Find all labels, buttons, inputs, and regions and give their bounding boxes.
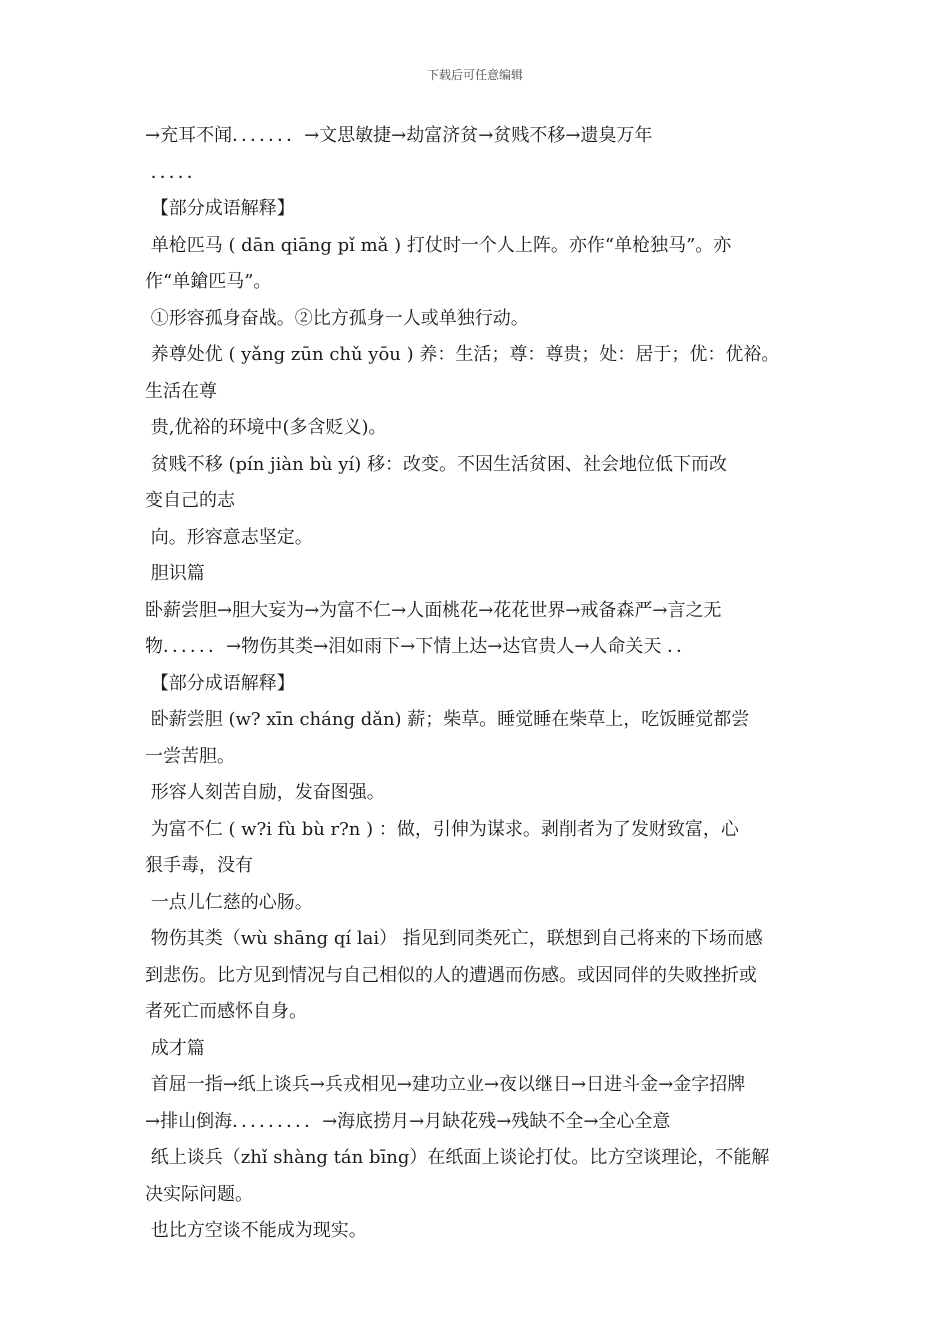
text-line: 一点儿仁慈的心肠。 xyxy=(145,891,313,913)
section-heading: 成才篇 xyxy=(145,1037,205,1059)
section-heading: 【部分成语解释】 xyxy=(145,672,295,694)
text-line: ①形容孤身奋战。②比方孤身一人或单独行动。 xyxy=(145,307,529,329)
text-line: 形容人刻苦自励，发奋图强。 xyxy=(145,782,385,803)
text-line: 贫贱不移 (pín jiàn bù yí) 移：改变。不因生活贫困、社会地位低下而改 xyxy=(145,453,727,475)
text-line: 卧薪尝胆→胆大妄为→为富不仁→人面桃花→花花世界→戒备森严→言之无 xyxy=(145,599,722,621)
text-line: 物伤其类（wù shāng qí lai） 指见到同类死亡，联想到自己将来的下场而感 xyxy=(145,928,763,949)
text-line: ．．．．． xyxy=(145,161,205,183)
section-heading: 胆识篇 xyxy=(145,563,205,584)
text-line: 纸上谈兵（zhǐ shàng tán bīng）在纸面上谈论打仗。比方空谈理论，不能解 xyxy=(145,1147,770,1168)
text-line: 到悲伤。比方见到情况与自己相似的人的遭遇而伤感。或因同伴的失败挫折或 xyxy=(145,964,757,986)
text-line: 作“单鎗匹马”。 xyxy=(145,271,272,292)
text-line: 决实际问题。 xyxy=(145,1183,253,1205)
text-line: 向。形容意志坚定。 xyxy=(145,526,313,548)
text-line: →排山倒海．．．．．．．．．→海底捞月→月缺花残→残缺不全→全心全意 xyxy=(145,1110,671,1132)
text-line: 变自己的志 xyxy=(145,490,235,511)
text-line: 也比方空谈不能成为现实。 xyxy=(145,1220,367,1241)
text-line: 狠手毒，没有 xyxy=(145,855,253,876)
text-line: 贵,优裕的环境中(多含贬义)。 xyxy=(145,417,387,438)
section-heading: 【部分成语解释】 xyxy=(145,198,295,219)
text-line: 单枪匹马 ( dān qiāng pǐ mǎ ) 打仗时一个人上阵。亦作“单枪独马”。亦 xyxy=(145,234,732,256)
text-line: 者死亡而感怀自身。 xyxy=(145,1001,307,1022)
text-line: 为富不仁 ( w?i fù bù r?n ) ：做，引伸为谋求。剥削者为了发财致富，心 xyxy=(145,818,739,840)
text-line: 物．．．．．．→物伤其类→泪如雨下→下情上达→达官贵人→人命关天 ．． xyxy=(145,636,695,657)
text-line: 生活在尊 xyxy=(145,380,217,402)
text-line: 卧薪尝胆 (w? xīn cháng dǎn) 薪；柴草。睡觉睡在柴草上，吃饭睡觉都尝 xyxy=(145,709,750,730)
document-body xyxy=(145,118,815,1250)
text-line: →充耳不闻．．．．．．．→文思敏捷→劫富济贫→贫贱不移→遗臭万年 xyxy=(145,125,653,146)
text-line: 一尝苦胆。 xyxy=(145,745,235,767)
text-line: 首屈一指→纸上谈兵→兵戎相见→建功立业→夜以继日→日进斗金→金字招牌 xyxy=(145,1074,746,1095)
page-header: 下载后可任意编辑 xyxy=(426,68,523,82)
text-line: 养尊处优 ( yǎng zūn chǔ yōu ) 养：生活；尊：尊贵；处：居于；优：优裕。 xyxy=(145,344,780,365)
